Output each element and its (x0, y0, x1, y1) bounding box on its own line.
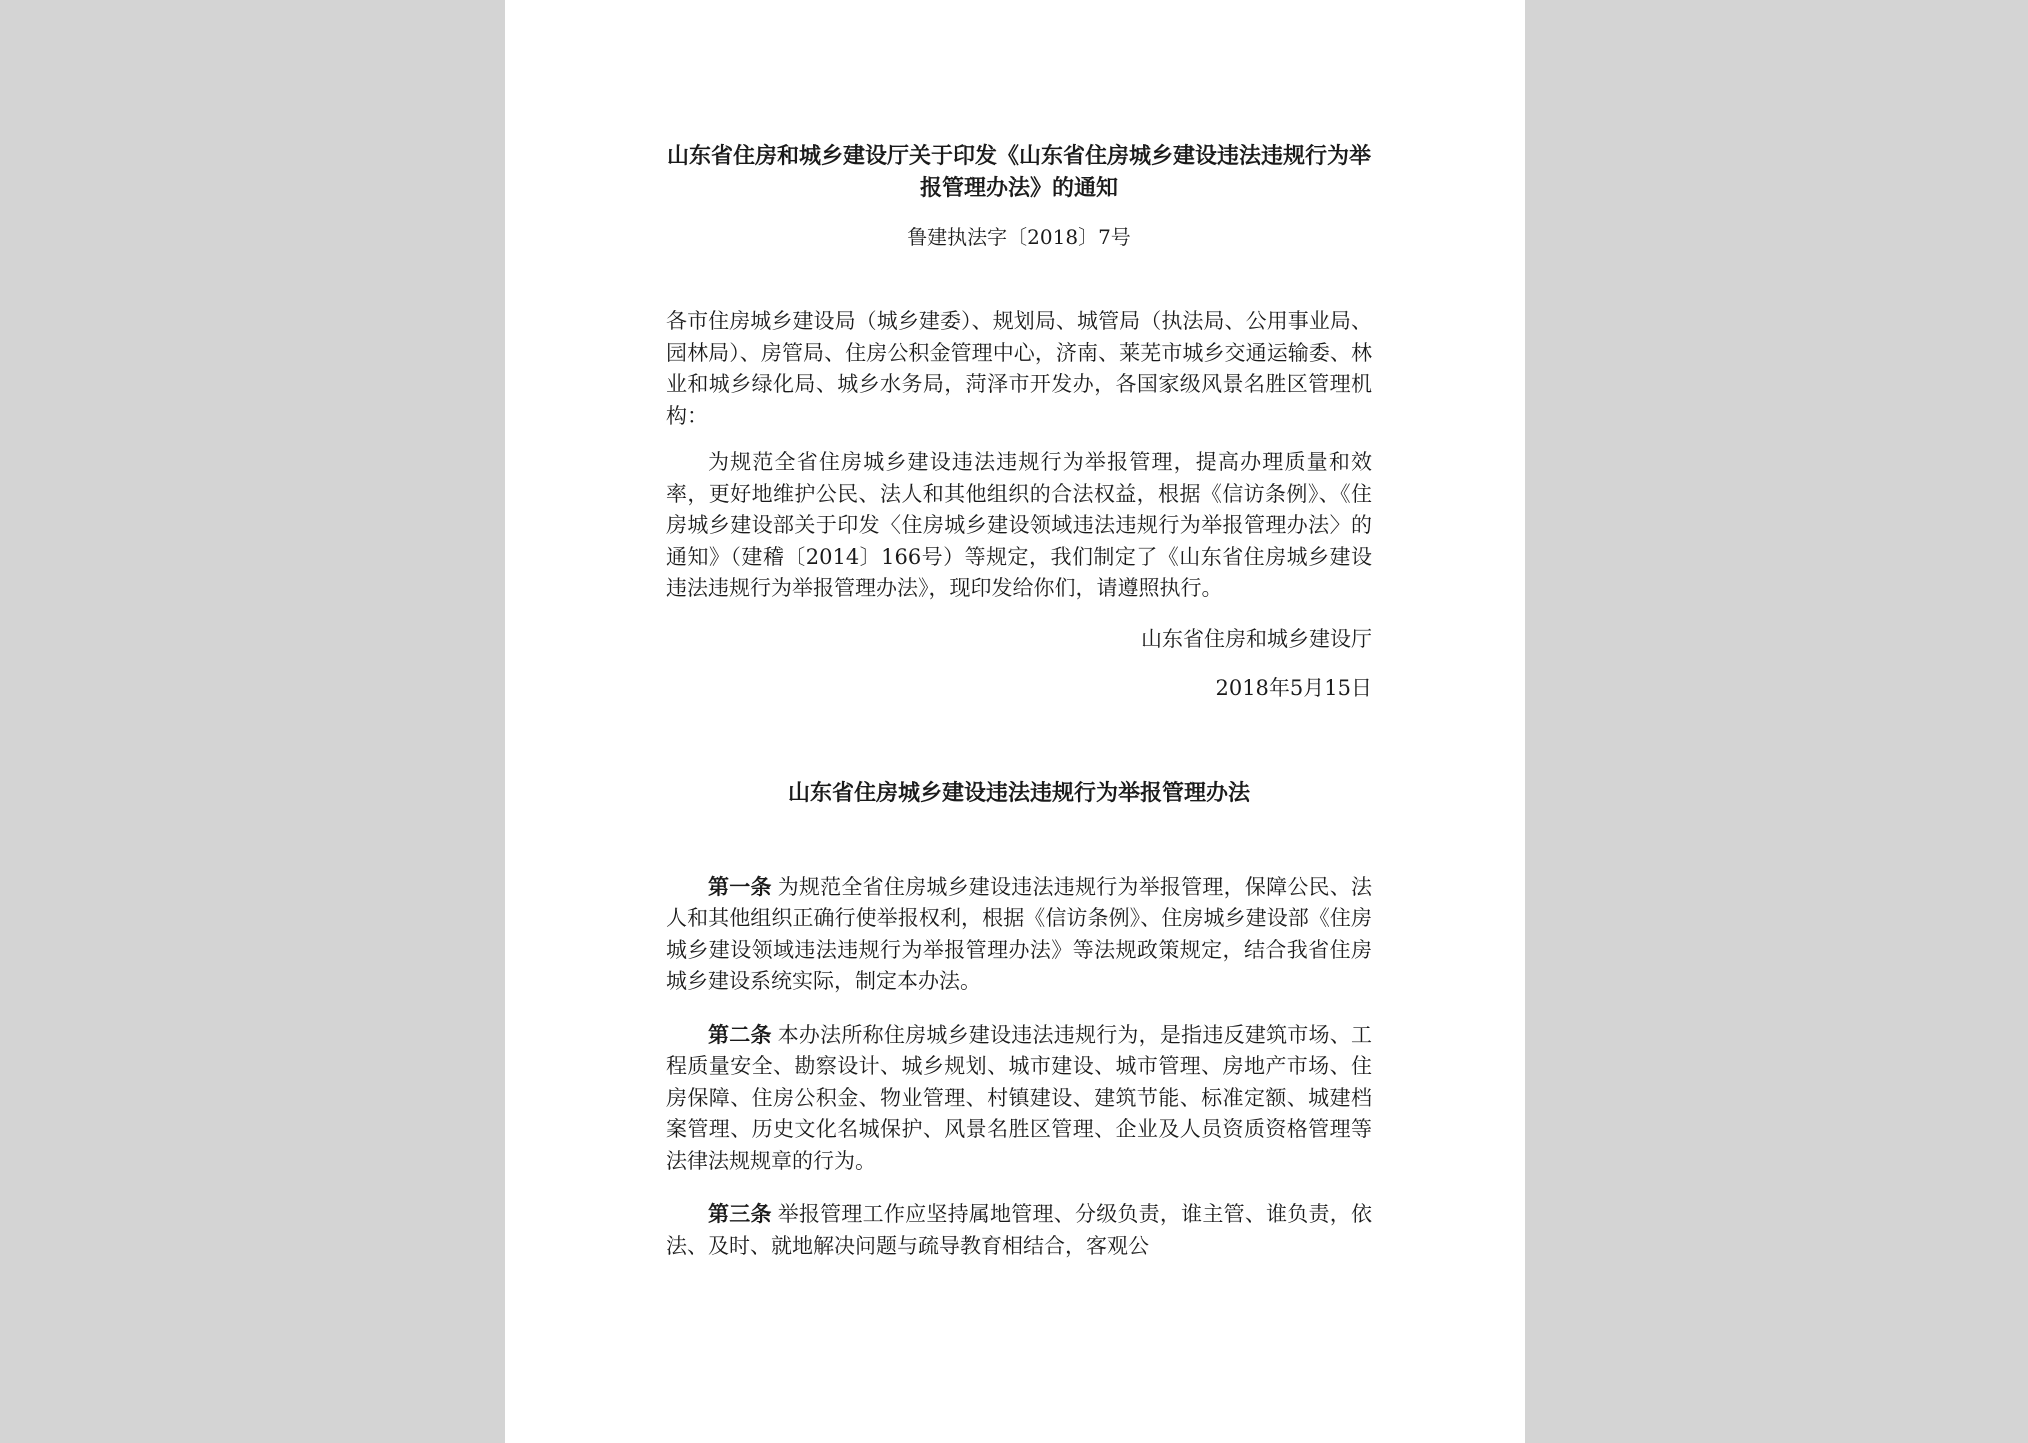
article-label: 第三条 (708, 1201, 772, 1226)
notice-body-paragraph: 为规范全省住房城乡建设违法违规行为举报管理，提高办理质量和效率，更好地维护公民、法人和其他组织的合法权益，根据《信访条例》、《住房城乡建设部关于印发〈住房城乡建设领域违法违规行为举报管理办法〉的通知》（建稽〔2014〕166号）等规定，我们制定了《山东省住房城乡建设违法违规行为举报管理办法》，现印发给你们，请遵照执行。 (666, 450, 1372, 600)
article-label: 第二条 (708, 1021, 772, 1047)
document-number: 鲁建执法字〔2018〕7号 (907, 225, 1131, 249)
measures-title: 山东省住房城乡建设违法违规行为举报管理办法 (787, 779, 1250, 806)
article-3 (666, 1198, 1372, 1262)
article-1 (666, 871, 1372, 998)
recipients-paragraph: 各市住房城乡建设局（城乡建委）、规划局、城管局（执法局、公用事业局、园林局）、房管局、住房公积金管理中心，济南、莱芜市城乡交通运输委、林业和城乡绿化局、城乡水务局，菏泽市开发办，各国家级风景名胜区管理机构： (666, 309, 1372, 428)
issue-date: 2018年5月15日 (1215, 676, 1372, 700)
issuing-authority: 山东省住房和城乡建设厅 (1141, 626, 1372, 651)
document-content (666, 140, 1372, 1283)
document-page (505, 0, 1525, 1443)
article-2 (666, 1019, 1372, 1178)
article-label: 第一条 (708, 873, 772, 899)
article-text: 举报管理工作应坚持属地管理、分级负责，谁主管、谁负责，依法、及时、就地解决问题与疏导教育相结合，客观公 (666, 1202, 1373, 1258)
notice-title: 山东省住房和城乡建设厅关于印发《山东省住房城乡建设违法违规行为举报管理办法》的通知 (666, 143, 1371, 201)
article-text: 为规范全省住房城乡建设违法违规行为举报管理，保障公民、法人和其他组织正确行使举报权利，根据《信访条例》、住房城乡建设部《住房城乡建设领域违法违规行为举报管理办法》等法规政策规定，结合我省住房城乡建设系统实际，制定本办法。 (666, 874, 1373, 993)
article-text: 本办法所称住房城乡建设违法违规行为，是指违反建筑市场、工程质量安全、勘察设计、城乡规划、城市建设、城市管理、房地产市场、住房保障、住房公积金、物业管理、村镇建设、建筑节能、标准定额、城建档案管理、历史文化名城保护、风景名胜区管理、企业及人员资质资格管理等法律法规规章的行为。 (666, 1022, 1373, 1173)
